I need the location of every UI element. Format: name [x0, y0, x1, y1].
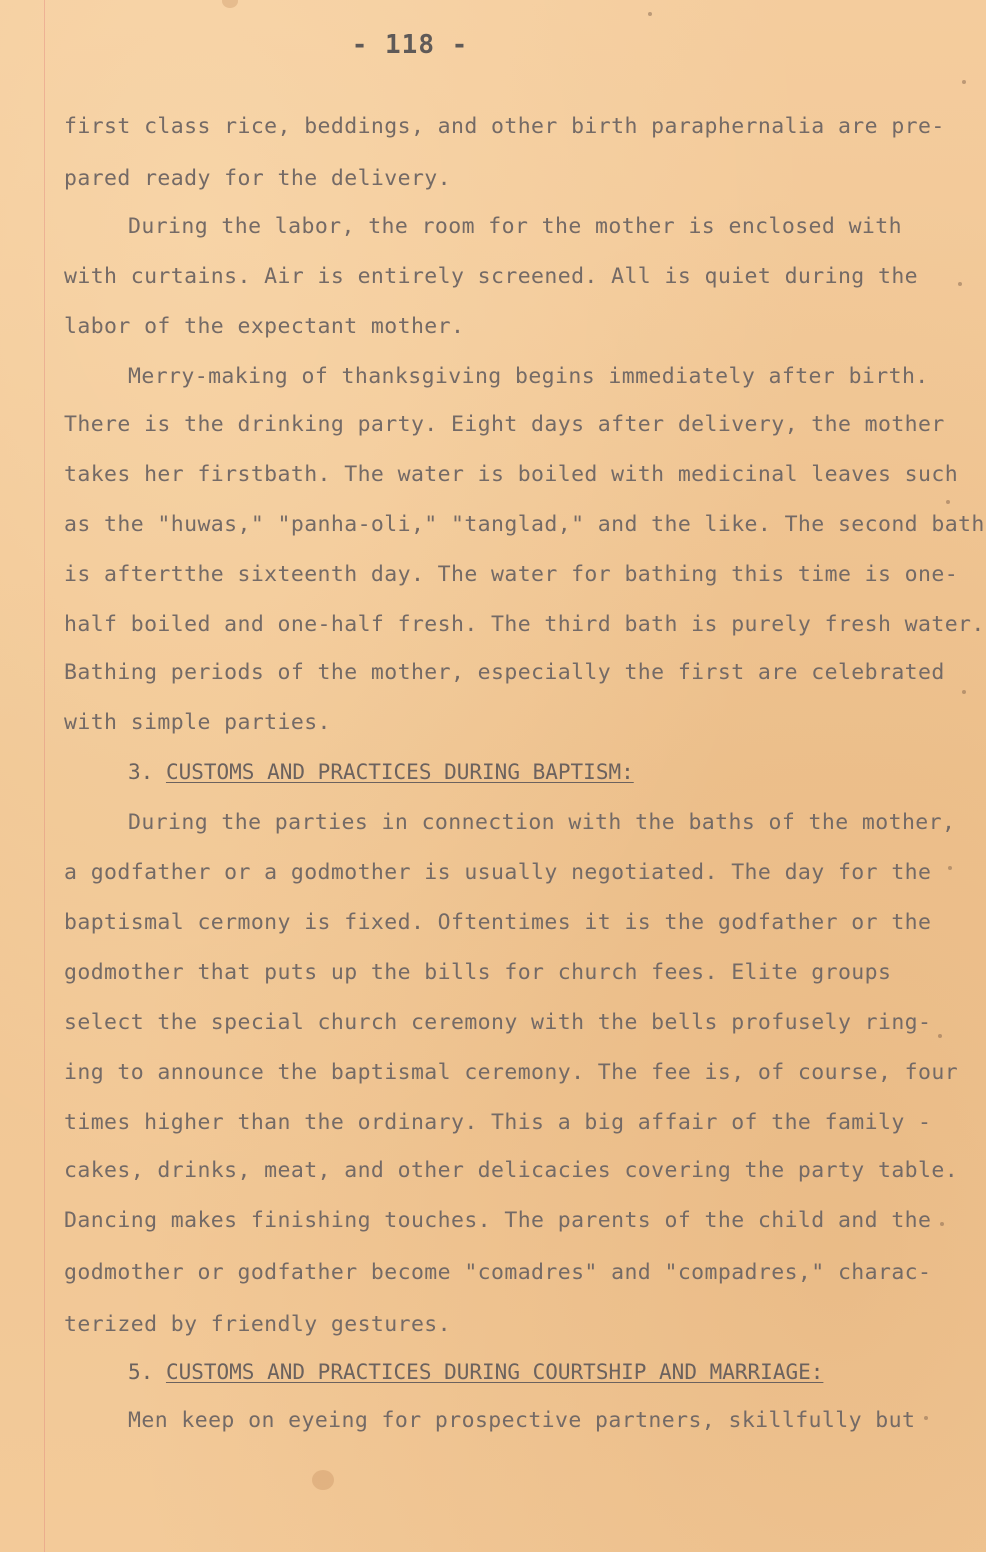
text-line: baptismal cermony is fixed. Oftentimes it is the godfather or the — [64, 910, 932, 935]
paper-speck — [648, 12, 652, 16]
paper-speck — [924, 1416, 928, 1420]
text-line: godmother or godfather become "comadres" and "compadres," charac- — [64, 1260, 932, 1285]
text-line: Bathing periods of the mother, especially the first are celebrated — [64, 660, 945, 685]
text-line: During the parties in connection with the baths of the mother, — [128, 810, 956, 835]
paper-speck — [946, 500, 950, 504]
margin-rule — [44, 0, 45, 1552]
paper-speck — [948, 866, 952, 870]
text-line: first class rice, beddings, and other birth paraphernalia are pre- — [64, 114, 945, 139]
text-line: ing to announce the baptismal ceremony. The fee is, of course, four — [64, 1060, 959, 1085]
paper-speck — [962, 690, 966, 694]
text-line: Men keep on eyeing for prospective partners, skillfully but — [128, 1408, 916, 1433]
text-line: labor of the expectant mother. — [64, 314, 465, 339]
text-line: times higher than the ordinary. This a big affair of the family - — [64, 1110, 932, 1135]
text-line: godmother that puts up the bills for church fees. Elite groups — [64, 960, 892, 985]
paper-stain — [312, 1470, 334, 1490]
text-line: a godfather or a godmother is usually negotiated. The day for the — [64, 860, 932, 885]
section-title: CUSTOMS AND PRACTICES DURING COURTSHIP AND MARRIAGE: — [165, 1360, 824, 1384]
text-line: as the "huwas," "panha-oli," "tanglad," and the like. The second bath — [64, 512, 985, 537]
text-line: Merry-making of thanksgiving begins immediately after birth. — [128, 364, 929, 389]
text-line: half boiled and one-half fresh. The third bath is purely fresh water. — [64, 612, 985, 637]
text-line: Dancing makes finishing touches. The parents of the child and the — [64, 1208, 932, 1233]
text-line: select the special church ceremony with the bells profusely ring- — [64, 1010, 932, 1035]
text-line: with curtains. Air is entirely screened. All is quiet during the — [64, 264, 919, 289]
text-line: pared ready for the delivery. — [64, 166, 451, 191]
paper-speck — [940, 1222, 944, 1226]
paper-speck — [938, 1034, 942, 1038]
section-heading-courtship — [128, 1360, 823, 1384]
section-number: 3. — [128, 760, 154, 784]
text-line: with simple parties. — [64, 710, 331, 735]
text-line: There is the drinking party. Eight days after delivery, the mother — [64, 412, 945, 437]
paper-speck — [962, 80, 966, 84]
section-number: 5. — [128, 1360, 154, 1384]
section-heading-baptism — [128, 760, 634, 784]
text-line: takes her firstbath. The water is boiled with medicinal leaves such — [64, 462, 959, 487]
text-line: is aftertthe sixteenth day. The water for bathing this time is one- — [64, 562, 959, 587]
section-title: CUSTOMS AND PRACTICES DURING BAPTISM: — [165, 760, 634, 784]
text-line: During the labor, the room for the mother is enclosed with — [128, 214, 902, 239]
text-line: terized by friendly gestures. — [64, 1312, 451, 1337]
page-number: - 118 - — [351, 30, 469, 60]
paper-stain — [222, 0, 238, 8]
paper-speck — [958, 282, 962, 286]
text-line: cakes, drinks, meat, and other delicacies covering the party table. — [64, 1158, 959, 1183]
